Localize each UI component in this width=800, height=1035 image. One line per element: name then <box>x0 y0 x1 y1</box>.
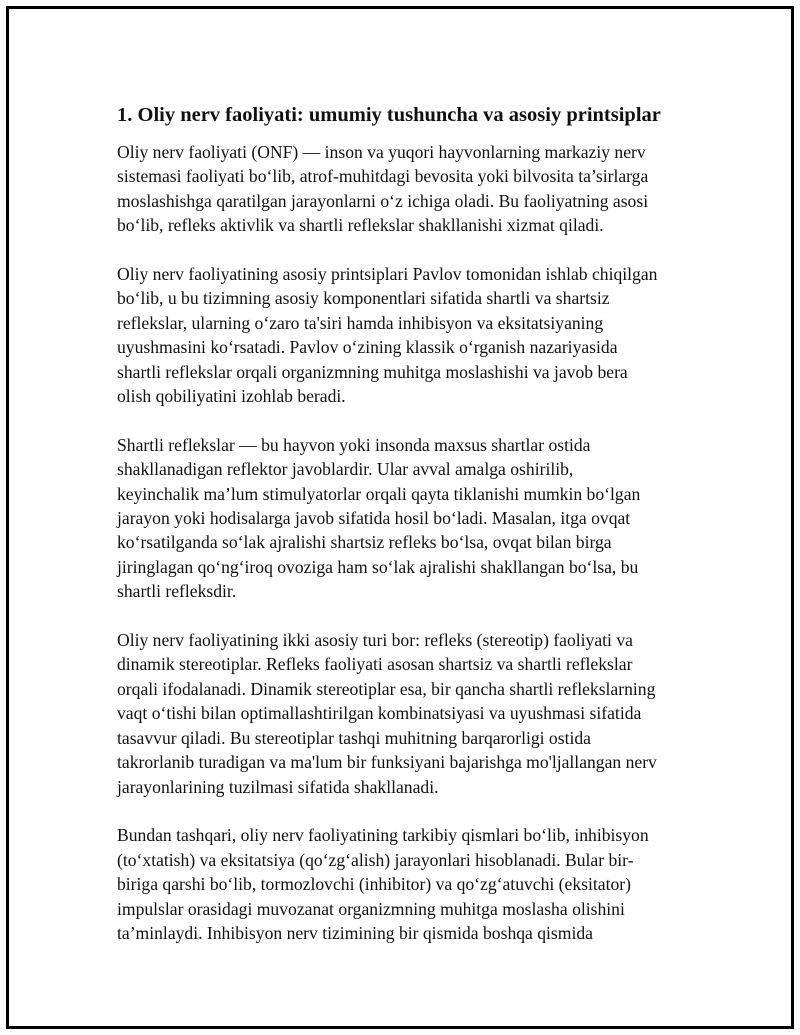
paragraph-3: Shartli reflekslar — bu hayvon yoki insonda maxsus shartlar ostida shakllanadigan reflektor javoblardir. Ular avval amalga oshirilib, keyinchalik ma’lum stimulyatorlar orqali qayta tiklanishi mumkin bo‘lgan jarayon yoki hodisalarga javob sifatida hosil bo‘ladi. Masalan, itga ovqat ko‘rsatilganda so‘lak ajralishi shartsiz refleks bo‘lsa, ovqat bilan birga jiringlagan qo‘ng‘iroq ovoziga ham so‘lak ajralishi shakllangan bo‘lsa, bu shartli refleksdir. <box>117 434 641 602</box>
page-border <box>6 6 794 1029</box>
document-body <box>117 103 702 970</box>
paragraph-5: Bundan tashqari, oliy nerv faoliyatining tarkibiy qismlari bo‘lib, inhibisyon (to‘xtatish) va eksitatsiya (qo‘zg‘alish) jarayonlari hisoblanadi. Bular bir- biriga qarshi bo‘lib, tormozlovchi (inhibitor) va qo‘zg‘atuvchi (eksitator) impulslar orasidagi muvozanat organizmning muhitga moslasha olishini ta’minlaydi. Inhibisyon nerv tizimining bir qismida boshqa qismida <box>117 825 649 943</box>
paragraph-1: Oliy nerv faoliyati (ONF) — inson va yuqori hayvonlarning markaziy nerv sistemasi faoliyati bo‘lib, atrof-muhitdagi bevosita yoki bilvosita ta’sirlarga moslashishga qaratilgan jarayonlarni o‘z ichiga oladi. Bu faoliyatning asosi bo‘lib, refleks aktivlik va shartli reflekslar shakllanishi xizmat qiladi. <box>117 142 649 236</box>
section-title: 1. Oliy nerv faoliyati: umumiy tushuncha va asosiy printsiplar <box>117 104 661 126</box>
paragraph-2: Oliy nerv faoliyatining asosiy printsiplari Pavlov tomonidan ishlab chiqilgan bo‘lib, u bu tizimning asosiy komponentlari sifatida shartli va shartsiz reflekslar, ularning o‘zaro ta'siri hamda inhibisyon va eksitatsiyaning uyushmasini ko‘rsatadi. Pavlov o‘zining klassik o‘rganish nazariyasida shartli reflekslar orqali organizmning muhitga moslashishi va javob bera olish qobiliyatini izohlab beradi. <box>117 264 658 407</box>
paragraph-4: Oliy nerv faoliyatining ikki asosiy turi bor: refleks (stereotip) faoliyati va dinamik stereotiplar. Refleks faoliyati asosan shartsiz va shartli reflekslar orqali ifodalanadi. Dinamik stereotiplar esa, bir qancha shartli reflekslarning vaqt o‘tishi bilan optimallashtirilgan kombinatsiyasi va uyushmasi sifatida tasavvur qiladi. Bu stereotiplar tashqi muhitning barqarorligi ostida takrorlanib turadigan va ma'lum bir funksiyani bajarishga mo'ljallangan nerv jarayonlarining tuzilmasi sifatida shakllanadi. <box>117 630 657 797</box>
